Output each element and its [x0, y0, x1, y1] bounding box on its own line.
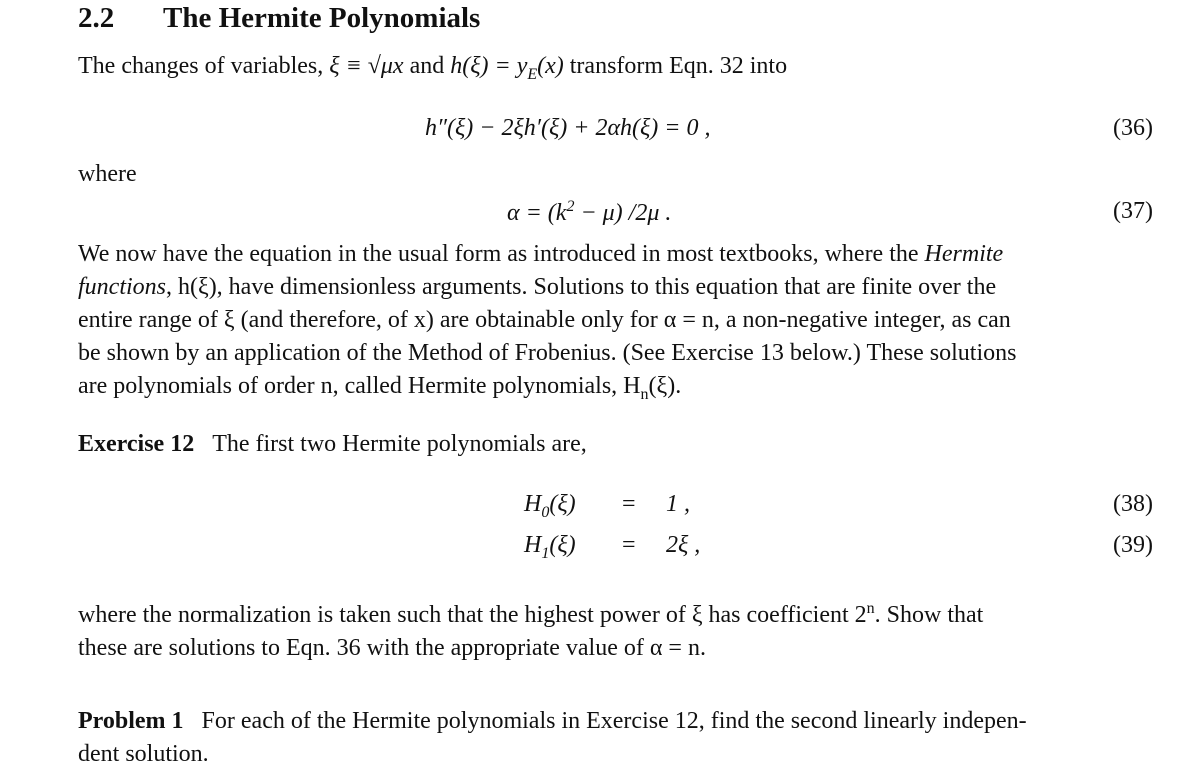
paragraph-line-3: entire range of ξ (and therefore, of x) are obtainable only for α = n, a non-negative integer, as can: [78, 307, 1011, 333]
line2-text: , h(ξ), have dimensionless arguments. Solutions to this equation that are finite over the: [166, 274, 997, 300]
line2-emphasis: functions: [78, 274, 166, 300]
equation-37-number: (37): [1113, 198, 1153, 224]
norm-line1-text: where the normalization is taken such that the highest power of ξ has coefficient 2: [78, 602, 867, 628]
line1-text: We now have the equation in the usual form as introduced in most textbooks, where the: [78, 241, 925, 267]
exercise-label: Exercise 12: [78, 431, 195, 457]
equation-39-rhs: 2ξ ,: [666, 532, 701, 558]
norm-line1-end: . Show that: [874, 602, 984, 628]
intro-and: and: [409, 53, 445, 79]
paragraph-line-5: [78, 370, 1153, 411]
equation-38-number: (38): [1113, 491, 1153, 517]
problem-line1-text: For each of the Hermite polynomials in Exercise 12, find the second linearly indepen-: [201, 708, 1027, 734]
equation-36: h″(ξ) − 2ξh′(ξ) + 2αh(ξ) = 0 ,: [425, 115, 711, 141]
intro-lead: The changes of variables,: [78, 53, 324, 79]
eq38-lhs-arg: (ξ): [549, 491, 576, 517]
h-def-end: (x): [537, 53, 564, 79]
h-def-subscript: E: [527, 65, 538, 83]
eq39-lhs-symbol: H: [524, 532, 542, 558]
equation-36-number: (36): [1113, 115, 1153, 141]
problem-line-2: dent solution.: [78, 741, 209, 767]
paragraph-line-1: [78, 238, 1153, 271]
main-paragraph: [78, 238, 1153, 411]
eq38-lhs-subscript: 0: [541, 503, 550, 521]
exercise-12: [78, 428, 587, 461]
normalization-line-1: [78, 592, 1153, 632]
norm-line1-superscript: n: [866, 600, 875, 617]
problem-1: [78, 705, 1153, 771]
eq39-lhs-arg: (ξ): [549, 532, 576, 558]
equation-38-relation: =: [622, 491, 636, 517]
section-title: The Hermite Polynomials: [163, 2, 481, 34]
line5-end: (ξ).: [648, 373, 682, 399]
eq39-lhs-subscript: 1: [541, 544, 550, 562]
paragraph-line-2: [78, 271, 1153, 304]
equation-39-number: (39): [1113, 532, 1153, 558]
equation-38-lhs: [524, 491, 576, 522]
intro-tail: transform Eqn. 32 into: [569, 53, 788, 79]
normalization-paragraph: [78, 592, 1153, 665]
h-def-text: h(ξ) = y: [450, 53, 528, 79]
intro-line: [78, 50, 787, 91]
eq38-lhs-symbol: H: [524, 491, 542, 517]
h-definition: [450, 53, 564, 83]
where-word: where: [78, 161, 137, 187]
exercise-text: The first two Hermite polynomials are,: [212, 431, 587, 457]
xi-definition: ξ ≡ √μx: [329, 53, 404, 79]
equation-39-lhs: [524, 532, 576, 563]
eq37-part-b: − μ) /2μ .: [574, 200, 672, 226]
section-heading: [78, 2, 480, 35]
normalization-line-2: these are solutions to Eqn. 36 with the appropriate value of α = n.: [78, 635, 706, 661]
section-number: 2.2: [78, 2, 115, 34]
equation-39-relation: =: [622, 532, 636, 558]
problem-line-1: [78, 705, 1153, 738]
equation-37: [507, 198, 671, 227]
line5-subscript: n: [640, 385, 649, 403]
eq37-part-a: α = (k: [507, 200, 567, 226]
line1-emphasis: Hermite: [924, 241, 1004, 267]
eq37-superscript: 2: [566, 198, 575, 215]
problem-label: Problem 1: [78, 708, 184, 734]
equation-38-rhs: 1 ,: [666, 491, 690, 517]
line5-text: are polynomials of order n, called Hermite polynomials, H: [78, 373, 641, 399]
paragraph-line-4: be shown by an application of the Method of Frobenius. (See Exercise 13 below.) These solutions: [78, 340, 1017, 366]
